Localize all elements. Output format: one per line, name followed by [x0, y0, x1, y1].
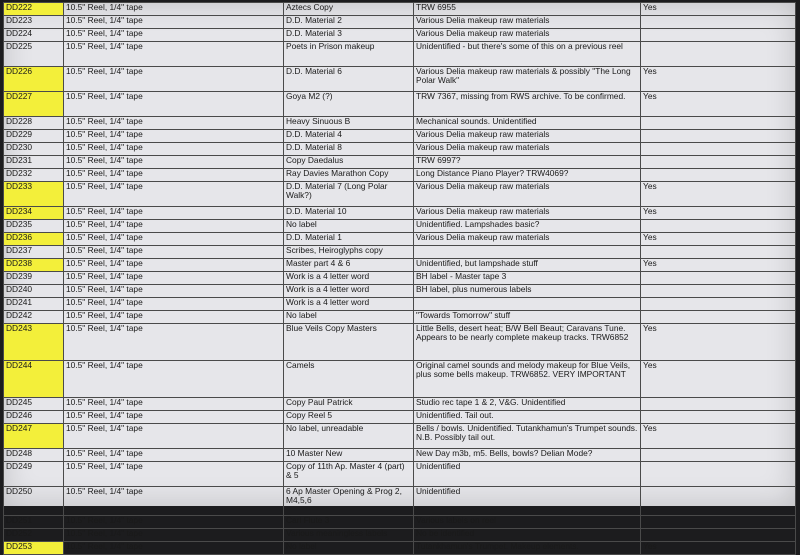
label-title-cell: D.D. Material 7 (Long Polar Walk?) — [284, 182, 414, 207]
label-title-cell: Blue Veils Copy Masters — [284, 324, 414, 361]
notes-cell: BH label, plus numerous labels — [414, 285, 641, 298]
flag-cell: Yes — [641, 92, 796, 117]
flag-cell — [641, 516, 796, 529]
notes-cell: Long Distance Piano Player? TRW4069? — [414, 169, 641, 182]
format-cell: 10.5" Reel, 1/4" tape — [64, 233, 284, 246]
table-row — [4, 449, 796, 462]
tape-id-cell: DD229 — [4, 130, 64, 143]
notes-cell: BH label - Master tape 3 — [414, 272, 641, 285]
table-row — [4, 324, 796, 361]
table-row — [4, 16, 796, 29]
table-row — [4, 233, 796, 246]
tape-id-cell: DD241 — [4, 298, 64, 311]
table-row — [4, 398, 796, 411]
tape-id-cell: DD230 — [4, 143, 64, 156]
notes-cell: Tutankhamun's Trumpet. Makeup elements. — [414, 542, 641, 555]
flag-cell — [641, 143, 796, 156]
tape-id-cell: DD236 — [4, 233, 64, 246]
notes-cell: Studio rec tape 1 & 2, V&G. Unidentified — [414, 398, 641, 411]
flag-cell — [641, 16, 796, 29]
tape-id-cell: DD233 — [4, 182, 64, 207]
table-row — [4, 220, 796, 233]
notes-cell: Unidentified — [414, 487, 641, 516]
notes-cell: Various Delia makeup raw materials — [414, 207, 641, 220]
notes-cell: Unidentified — [414, 462, 641, 487]
table-row — [4, 117, 796, 130]
notes-cell: Various Delia makeup raw materials — [414, 16, 641, 29]
tape-id-cell: DD234 — [4, 207, 64, 220]
format-cell: 10.5" Reel, 1/4" tape — [64, 156, 284, 169]
flag-cell — [641, 529, 796, 542]
format-cell: 10.5" Reel, 1/4" tape — [64, 182, 284, 207]
notes-cell: Unidentified. Lampshades basic? — [414, 220, 641, 233]
flag-cell: Yes — [641, 259, 796, 272]
label-title-cell: D.D. Material 2 — [284, 16, 414, 29]
flag-cell — [641, 298, 796, 311]
flag-cell — [641, 411, 796, 424]
flag-cell: Yes — [641, 3, 796, 16]
label-title-cell: Copy Daedalus — [284, 156, 414, 169]
table-row — [4, 462, 796, 487]
table-row — [4, 424, 796, 449]
flag-cell — [641, 462, 796, 487]
tape-catalogue-table — [3, 2, 796, 555]
notes-cell: Original camel sounds and melody makeup for Blue Veils, plus some bells makeup. TRW6852. VERY IMPORTANT — [414, 361, 641, 398]
format-cell: 10.5" Reel, 1/4" tape — [64, 16, 284, 29]
notes-cell: Various Delia makeup raw materials — [414, 29, 641, 42]
flag-cell — [641, 246, 796, 259]
flag-cell — [641, 487, 796, 516]
notes-cell: TRW 7367, missing from RWS archive. To be confirmed. — [414, 92, 641, 117]
table-row — [4, 182, 796, 207]
label-title-cell: Scribes, Heiroglyphs copy — [284, 246, 414, 259]
table-row — [4, 130, 796, 143]
notes-cell: Mechanical sounds. Unidentified — [414, 117, 641, 130]
format-cell: 10.5" Reel, 1/4" tape — [64, 516, 284, 529]
flag-cell: Yes — [641, 542, 796, 555]
flag-cell: Yes — [641, 361, 796, 398]
format-cell: 10.5" Reel, 1/4" tape — [64, 207, 284, 220]
tape-id-cell: DD235 — [4, 220, 64, 233]
label-title-cell: No label — [284, 542, 414, 555]
format-cell: 10.5" Reel, 1/4" tape — [64, 285, 284, 298]
label-title-cell: Work is a 4 letter word — [284, 285, 414, 298]
tape-id-cell: DD239 — [4, 272, 64, 285]
notes-cell: Little Bells, desert heat; B/W Bell Beaut; Caravans Tune. Appears to be nearly complete makeup tracks. TRW6852 — [414, 324, 641, 361]
label-title-cell: Camels — [284, 361, 414, 398]
format-cell: 10.5" Reel, 1/4" tape — [64, 272, 284, 285]
catalogue-sheet — [3, 2, 796, 551]
format-cell: 10.5" Reel, 1/4" tape — [64, 542, 284, 555]
notes-cell: Unidentified. Tail out. — [414, 411, 641, 424]
tape-id-cell: DD231 — [4, 156, 64, 169]
label-title-cell: 6 Ap Master Opening & Prog 2, M4,5,6 — [284, 487, 414, 516]
table-row — [4, 156, 796, 169]
notes-cell — [414, 298, 641, 311]
notes-cell: Various Delia makeup raw materials — [414, 182, 641, 207]
table-row — [4, 411, 796, 424]
format-cell: 10.5" Reel, 1/4" tape — [64, 92, 284, 117]
flag-cell: Yes — [641, 67, 796, 92]
format-cell: 10.5" Reel, 1/4" tape — [64, 67, 284, 92]
label-title-cell: 10 Master New — [284, 449, 414, 462]
notes-cell — [414, 246, 641, 259]
tape-id-cell: DD232 — [4, 169, 64, 182]
label-title-cell: Copy of 11th Ap. Master 4 (part) & 5 — [284, 462, 414, 487]
format-cell: 10.5" Reel, 1/4" tape — [64, 259, 284, 272]
format-cell: 10.5" Reel, 1/4" tape — [64, 117, 284, 130]
label-title-cell: D.D. Material 3 — [284, 29, 414, 42]
notes-cell: TRW 6997? — [414, 156, 641, 169]
format-cell: 10.5" Reel, 1/4" tape — [64, 311, 284, 324]
flag-cell — [641, 130, 796, 143]
format-cell: 10.5" Reel, 1/4" tape — [64, 487, 284, 516]
label-title-cell: Work is a 4 letter word — [284, 298, 414, 311]
flag-cell — [641, 29, 796, 42]
tape-id-cell: DD248 — [4, 449, 64, 462]
label-title-cell: D.D. Material 4 — [284, 130, 414, 143]
tape-id-cell: DD243 — [4, 324, 64, 361]
tape-id-cell: DD238 — [4, 259, 64, 272]
table-row — [4, 361, 796, 398]
table-row — [4, 143, 796, 156]
label-title-cell: D.D. Material 6 — [284, 67, 414, 92]
label-title-cell: No label — [284, 311, 414, 324]
tape-id-cell: DD225 — [4, 42, 64, 67]
notes-cell: Unidentified - but there's some of this on a previous reel — [414, 42, 641, 67]
tape-id-cell: DD240 — [4, 285, 64, 298]
tape-id-cell: DD253 — [4, 542, 64, 555]
notes-cell: Bells / bowls. Unidentified. Tutankhamun's Trumpet sounds. N.B. Possibly tail out. — [414, 424, 641, 449]
flag-cell: Yes — [641, 233, 796, 246]
format-cell: 10.5" Reel, 1/4" tape — [64, 462, 284, 487]
flag-cell — [641, 42, 796, 67]
notes-cell: Various Delia makeup raw materials & possibly "The Long Polar Walk" — [414, 67, 641, 92]
tape-id-cell: DD249 — [4, 462, 64, 487]
flag-cell — [641, 398, 796, 411]
tape-id-cell: DD250 — [4, 487, 64, 516]
format-cell: 10.5" Reel, 1/4" tape — [64, 361, 284, 398]
label-title-cell: Aztecs Copy — [284, 3, 414, 16]
tape-id-cell: DD237 — [4, 246, 64, 259]
table-row — [4, 272, 796, 285]
format-cell: 10.5" Reel, 1/4" tape — [64, 169, 284, 182]
tape-id-cell: DD247 — [4, 424, 64, 449]
notes-cell: TRW 6955 — [414, 3, 641, 16]
tape-id-cell: DD228 — [4, 117, 64, 130]
table-row — [4, 42, 796, 67]
tape-id-cell: DD251 — [4, 516, 64, 529]
format-cell: 10.5" Reel, 1/4" tape — [64, 220, 284, 233]
label-title-cell: Ray Davies Marathon Copy — [284, 169, 414, 182]
table-row — [4, 542, 796, 555]
flag-cell — [641, 117, 796, 130]
tape-id-cell: DD227 — [4, 92, 64, 117]
tape-id-cell: DD222 — [4, 3, 64, 16]
format-cell: 10.5" Reel, 1/4" tape — [64, 29, 284, 42]
label-title-cell: Various meaningless labels — [284, 529, 414, 542]
notes-cell: Various labels on reel — [414, 516, 641, 529]
tape-id-cell: DD244 — [4, 361, 64, 398]
tape-id-cell: DD223 — [4, 16, 64, 29]
label-title-cell: Copy Paul Patrick — [284, 398, 414, 411]
label-title-cell: D.D. Material 10 — [284, 207, 414, 220]
flag-cell — [641, 311, 796, 324]
label-title-cell: Master part 4 & 6 — [284, 259, 414, 272]
format-cell: 10.5" Reel, 1/4" tape — [64, 143, 284, 156]
table-row — [4, 298, 796, 311]
label-title-cell: Heavy Sinuous B — [284, 117, 414, 130]
label-title-cell: Copy Reel 5 — [284, 411, 414, 424]
table-row — [4, 29, 796, 42]
flag-cell — [641, 272, 796, 285]
table-row — [4, 3, 796, 16]
format-cell: 10.5" Reel, 1/4" tape — [64, 449, 284, 462]
tape-id-cell: DD226 — [4, 67, 64, 92]
notes-cell: "Towards Tomorrow" stuff — [414, 311, 641, 324]
table-row — [4, 246, 796, 259]
tape-id-cell: DD246 — [4, 411, 64, 424]
format-cell: 10.5" Reel, 1/4" tape — [64, 398, 284, 411]
format-cell: 10.5" Reel, 1/4" tape — [64, 529, 284, 542]
format-cell: 10.5" Reel, 1/4" tape — [64, 3, 284, 16]
format-cell: 10.5" Reel, 1/4" tape — [64, 424, 284, 449]
flag-cell: Yes — [641, 424, 796, 449]
label-title-cell: Poets in Prison makeup — [284, 42, 414, 67]
notes-cell: No be identified — [414, 529, 641, 542]
table-row — [4, 516, 796, 529]
flag-cell: Yes — [641, 324, 796, 361]
label-title-cell: Goya M2 (?) — [284, 92, 414, 117]
flag-cell — [641, 449, 796, 462]
table-row — [4, 487, 796, 516]
tape-id-cell: DD252 — [4, 529, 64, 542]
flag-cell — [641, 285, 796, 298]
notes-cell: Various Delia makeup raw materials — [414, 233, 641, 246]
table-body — [4, 3, 796, 555]
flag-cell — [641, 220, 796, 233]
table-row — [4, 207, 796, 220]
label-title-cell: Work is a 4 letter word — [284, 272, 414, 285]
flag-cell — [641, 156, 796, 169]
table-row — [4, 67, 796, 92]
notes-cell: Various Delia makeup raw materials — [414, 143, 641, 156]
tape-id-cell: DD224 — [4, 29, 64, 42]
label-title-cell: No label, unreadable — [284, 424, 414, 449]
notes-cell: Unidentified, but lampshade stuff — [414, 259, 641, 272]
notes-cell: Various Delia makeup raw materials — [414, 130, 641, 143]
table-row — [4, 259, 796, 272]
label-title-cell: D.D. Material 1 — [284, 233, 414, 246]
tape-id-cell: DD242 — [4, 311, 64, 324]
table-row — [4, 311, 796, 324]
format-cell: 10.5" Reel, 1/4" tape — [64, 411, 284, 424]
tape-id-cell: DD245 — [4, 398, 64, 411]
format-cell: 10.5" Reel, 1/4" tape — [64, 246, 284, 259]
format-cell: 10.5" Reel, 1/4" tape — [64, 42, 284, 67]
label-title-cell: No label — [284, 220, 414, 233]
flag-cell: Yes — [641, 182, 796, 207]
format-cell: 10.5" Reel, 1/4" tape — [64, 130, 284, 143]
flag-cell — [641, 169, 796, 182]
notes-cell: New Day m3b, m5. Bells, bowls? Delian Mode? — [414, 449, 641, 462]
format-cell: 10.5" Reel, 1/4" tape — [64, 324, 284, 361]
format-cell: 10.5" Reel, 1/4" tape — [64, 298, 284, 311]
label-title-cell: D.D. Material 8 — [284, 143, 414, 156]
table-row — [4, 529, 796, 542]
label-title-cell: Carl Flute 3 — [284, 516, 414, 529]
flag-cell: Yes — [641, 207, 796, 220]
table-row — [4, 92, 796, 117]
table-row — [4, 285, 796, 298]
table-row — [4, 169, 796, 182]
